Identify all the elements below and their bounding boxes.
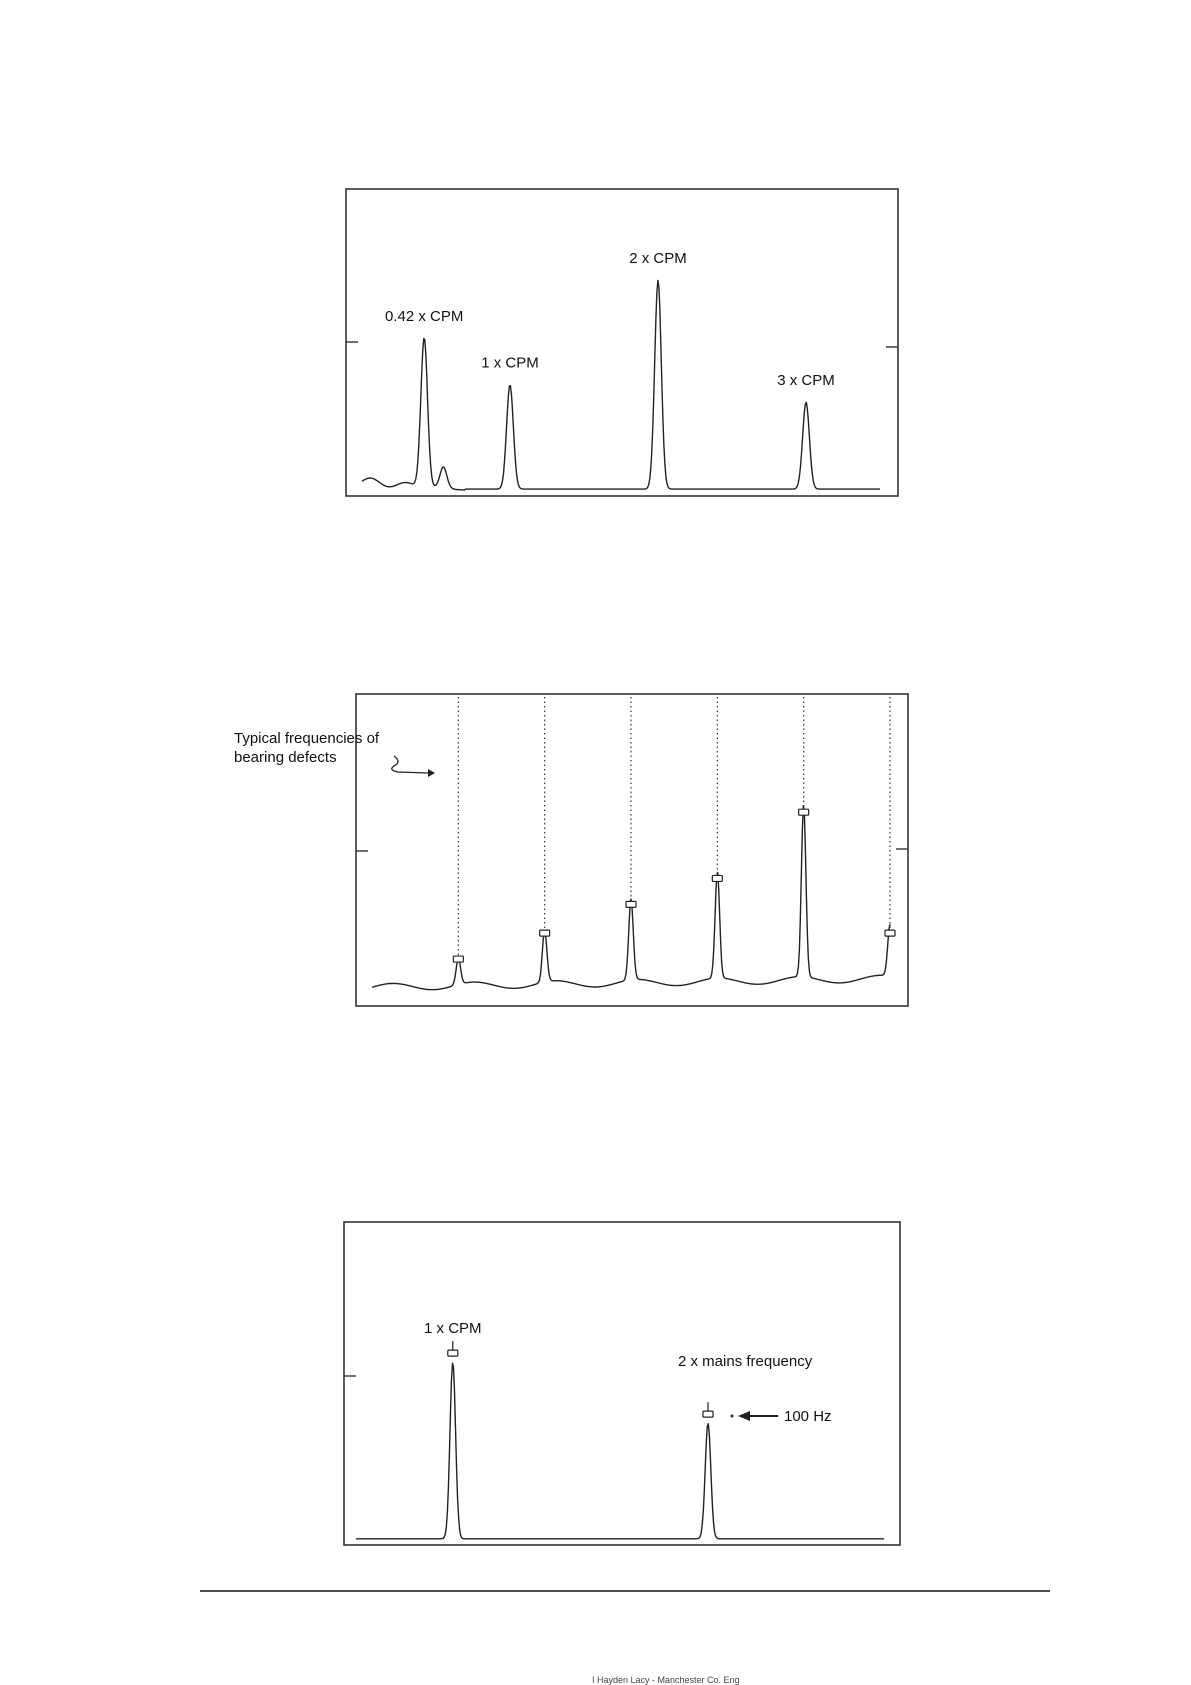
bottom-text: I Hayden Lacy - Manchester Co. Eng (592, 1675, 740, 1685)
chart-2-peak-marker (453, 956, 463, 962)
chart-3-frame (344, 1222, 900, 1545)
chart-1 (346, 189, 898, 496)
chart-3-peak-label: 1 x CPM (424, 1320, 482, 1338)
chart-1-peak-label: 0.42 x CPM (384, 308, 464, 326)
chart-2-annotation-line-2: bearing defects (234, 749, 337, 766)
chart-3 (344, 1222, 900, 1545)
chart-2-peak-marker (885, 930, 895, 936)
chart-2-peak-marker (799, 809, 809, 815)
chart-1-peak-label: 2 x CPM (629, 250, 687, 268)
chart-2-annotation-line-1: Typical frequencies of (234, 730, 380, 747)
chart-2-peak-marker (626, 901, 636, 907)
chart-3-annotation: 2 x mains frequency (678, 1353, 813, 1370)
chart-3-peak-marker (703, 1411, 713, 1417)
chart-1-peak-label: 3 x CPM (777, 372, 835, 389)
chart-3-arrow-dot (731, 1415, 734, 1418)
chart-2-peak-marker (540, 930, 550, 936)
chart-3-peak-marker (448, 1350, 458, 1356)
chart-3-arrow-label: 100 Hz (784, 1408, 832, 1425)
chart-1-frame (346, 189, 898, 496)
chart-2-arrowhead (428, 769, 435, 777)
chart-2 (234, 694, 908, 1006)
chart-3-arrowhead (738, 1411, 750, 1421)
chart-3-spectrum-trace (356, 1363, 884, 1539)
chart-1-peak-label: 1 x CPM (481, 354, 539, 372)
chart-2-frame (356, 694, 908, 1006)
chart-2-annotation-arrow (392, 756, 428, 773)
chart-2-peak-marker (712, 875, 722, 881)
